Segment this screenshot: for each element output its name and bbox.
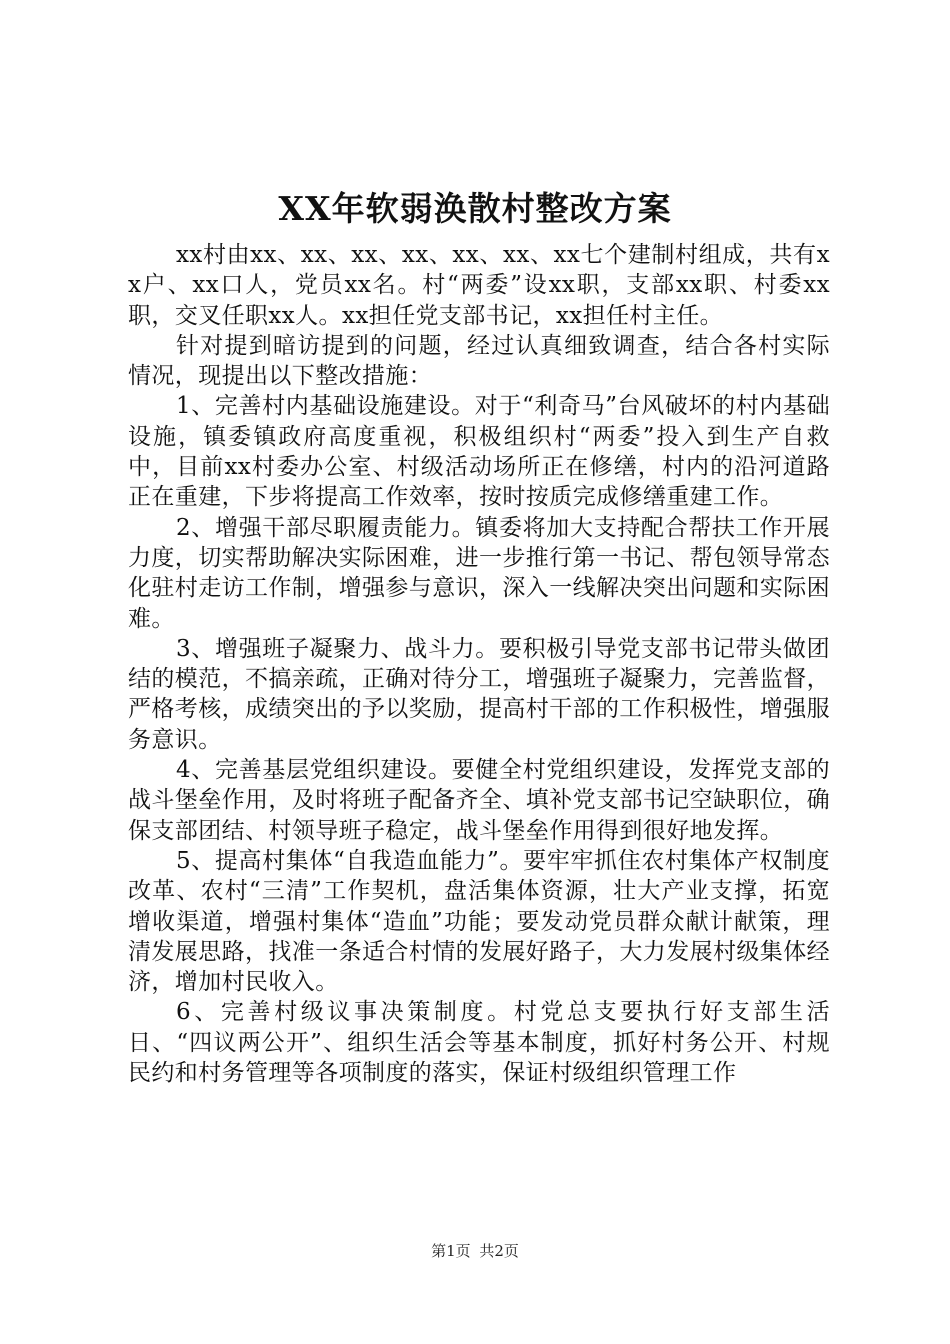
paragraph-lead: 针对提到暗访提到的问题，经过认真细致调查，结合各村实际情况，现提出以下整改措施： <box>128 332 830 390</box>
paragraph-measure-4: 4、完善基层党组织建设。要健全村党组织建设，发挥党支部的战斗堡垒作用，及时将班子配备齐全、填补党支部书记空缺职位，确保支部团结、村领导班子稳定，战斗堡垒作用得到很好地发挥。 <box>128 757 830 844</box>
page-number: 第1页 <box>431 1242 471 1260</box>
paragraph-measure-2: 2、增强干部尽职履责能力。镇委将加大支持配合帮扶工作开展力度，切实帮助解决实际困难，进一步推行第一书记、帮包领导常态化驻村走访工作制，增强参与意识，深入一线解决突出问题和实际困难。 <box>128 514 830 632</box>
paragraph-measure-1: 1、完善村内基础设施建设。对于“利奇马”台风破坏的村内基础设施，镇委镇政府高度重视，积极组织村“两委”投入到生产自救中，目前xx村委办公室、村级活动场所正在修缮，村内的沿河道路正在重建，下步将提高工作效率，按时按质完成修缮重建工作。 <box>128 393 830 511</box>
page-footer <box>0 1240 950 1262</box>
paragraph-intro: xx村由xx、xx、xx、xx、xx、xx、xx七个建制村组成，共有xx户、xx口人，党员xx名。村“两委”设xx职，支部xx职、村委xx职，交叉任职xx人。xx担任党支部书记，xx担任村主任。 <box>128 242 830 329</box>
document-body <box>128 240 830 1088</box>
paragraph-measure-6: 6、完善村级议事决策制度。村党总支要执行好支部生活日、“四议两公开”、组织生活会等基本制度，抓好村务公开、村规民约和村务管理等各项制度的落实，保证村级组织管理工作 <box>128 999 830 1087</box>
page-total: 共2页 <box>479 1242 519 1260</box>
paragraph-measure-3: 3、增强班子凝聚力、战斗力。要积极引导党支部书记带头做团结的模范，不搞亲疏，正确对待分工，增强班子凝聚力，完善监督，严格考核，成绩突出的予以奖励，提高村干部的工作积极性，增强服务意识。 <box>128 635 830 753</box>
paragraph-measure-5: 5、提高村集体“自我造血能力”。要牢牢抓住农村集体产权制度改革、农村“三清”工作契机，盘活集体资源，壮大产业支撑，拓宽增收渠道，增强村集体“造血”功能；要发动党员群众献计献策，理清发展思路，找准一条适合村情的发展好路子，大力发展村级集体经济，增加村民收入。 <box>128 847 830 996</box>
document-title: XX年软弱涣散村整改方案 <box>278 189 672 228</box>
